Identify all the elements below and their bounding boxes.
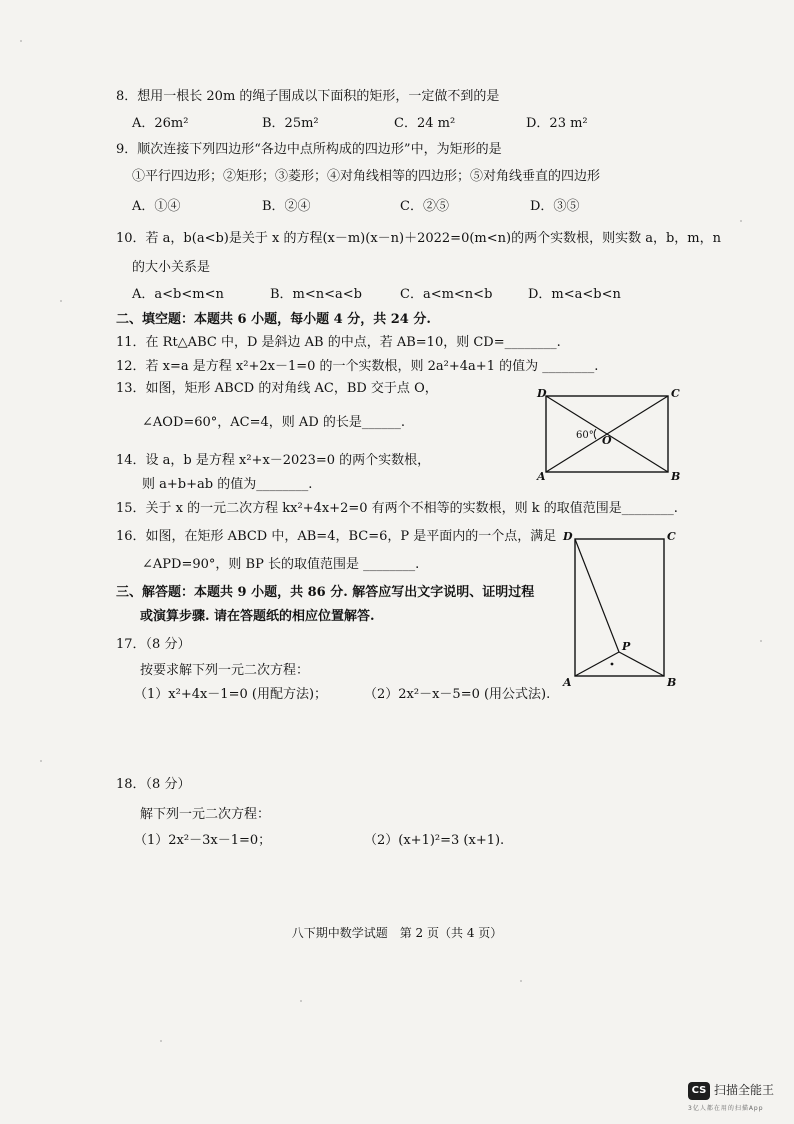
fig13-label-c: C xyxy=(671,387,680,400)
scan-speck xyxy=(740,220,742,222)
q13-line-1: 13．如图，矩形 ABCD 的对角线 AC，BD 交于点 O， xyxy=(116,381,438,396)
camscanner-tagline: 3亿人都在用的扫描App xyxy=(688,1105,764,1112)
q16-rectangle-figure xyxy=(560,526,684,692)
section-3-heading-1: 三、解答题：本题共 9 小题，共 86 分. 解答应写出文字说明、证明过程 xyxy=(116,585,535,600)
q14-line-2: 则 a+b+ab 的值为________. xyxy=(142,477,313,492)
q16-line-2: ∠APD=90°，则 BP 长的取值范围是 ________. xyxy=(142,557,420,572)
q14-line-1: 14．设 a，b 是方程 x²+x－2023=0 的两个实数根， xyxy=(116,453,431,468)
q9-stem: 9．顺次连接下列四边形“各边中点所构成的四边形”中，为矩形的是 xyxy=(116,142,502,157)
q8-option-d: D．23 m² xyxy=(526,116,588,131)
q18-heading: 18．（8 分） xyxy=(116,777,191,792)
q9-option-d: D．③⑤ xyxy=(530,199,580,214)
q17-intro: 按要求解下列一元二次方程： xyxy=(140,663,310,678)
q10-stem: 10．若 a，b(a<b)是关于 x 的方程(x－m)(x－n)＋2022=0(m<n)的两个实数根，则实数 a，b，m，n xyxy=(116,231,721,246)
q17-heading: 17．（8 分） xyxy=(116,637,191,652)
fig13-label-o: O xyxy=(602,434,612,447)
fig13-label-a: A xyxy=(537,470,546,483)
fig16-label-a: A xyxy=(563,676,572,689)
section-2-heading: 二、填空题：本题共 6 小题，每小题 4 分，共 24 分. xyxy=(116,312,431,327)
fig16-label-c: C xyxy=(667,530,676,543)
q8-option-a: A．26m² xyxy=(132,116,189,131)
q10-option-c: C．a<m<n<b xyxy=(400,287,493,302)
q10-option-d: D．m<a<b<n xyxy=(528,287,621,302)
scan-speck xyxy=(60,300,62,302)
q10-stem-2: 的大小关系是 xyxy=(132,260,211,275)
q13-line-2: ∠AOD=60°，AC=4，则 AD 的长是______. xyxy=(142,415,406,430)
camscanner-name: 扫描全能王 xyxy=(714,1083,775,1097)
q17-part-2: （2）2x²－x－5=0 (用公式法). xyxy=(364,687,551,702)
scan-speck xyxy=(20,40,22,42)
section-3-heading-2: 或演算步骤. 请在答题纸的相应位置解答. xyxy=(140,609,375,624)
q18-part-2: （2）(x+1)²=3 (x+1). xyxy=(364,833,505,848)
q9-option-b: B．②④ xyxy=(262,199,311,214)
q8-option-c: C．24 m² xyxy=(394,116,456,131)
q8-option-b: B．25m² xyxy=(262,116,319,131)
page-footer: 八下期中数学试题 第 2 页（共 4 页） xyxy=(291,926,503,940)
q16-line-1: 16．如图，在矩形 ABCD 中，AB=4，BC=6，P 是平面内的一个点，满足 xyxy=(116,529,557,544)
q10-option-b: B．m<n<a<b xyxy=(270,287,363,302)
camscanner-watermark xyxy=(688,1080,788,1116)
q18-part-1: （1）2x²－3x－1=0； xyxy=(134,833,272,848)
scan-speck xyxy=(520,980,522,982)
fig13-label-b: B xyxy=(671,470,681,483)
q9-list: ①平行四边形；②矩形；③菱形；④对角线相等的四边形；⑤对角线垂直的四边形 xyxy=(132,169,601,184)
q9-option-c: C．②⑤ xyxy=(400,199,449,214)
q17-part-1: （1）x²+4x－1=0 (用配方法)； xyxy=(134,687,328,702)
scan-speck xyxy=(40,760,42,762)
q12: 12．若 x=a 是方程 x²+2x－1=0 的一个实数根，则 2a²+4a+1 的值为 ________. xyxy=(116,359,599,374)
fig13-angle-label: 60° xyxy=(576,430,594,441)
fig16-label-p: P xyxy=(622,640,631,653)
q15: 15．关于 x 的一元二次方程 kx²+4x+2=0 有两个不相等的实数根，则 k 的取值范围是________. xyxy=(116,501,678,516)
fig13-label-d: D xyxy=(537,387,547,400)
q10-option-a: A．a<b<m<n xyxy=(132,287,224,302)
scan-speck xyxy=(300,1000,302,1002)
camscanner-logo-icon: CS xyxy=(688,1082,710,1100)
q9-option-a: A．①④ xyxy=(132,199,181,214)
scan-speck xyxy=(160,1040,162,1042)
q11: 11．在 Rt△ABC 中，D 是斜边 AB 的中点，若 AB=10，则 CD=________. xyxy=(116,335,561,350)
fig16-label-d: D xyxy=(563,530,573,543)
scan-speck xyxy=(760,640,762,642)
q8-stem: 8．想用一根长 20m 的绳子围成以下面积的矩形，一定做不到的是 xyxy=(116,89,500,104)
q18-intro: 解下列一元二次方程： xyxy=(140,807,271,822)
fig16-label-b: B xyxy=(667,676,677,689)
q13-rectangle-figure xyxy=(534,384,684,484)
